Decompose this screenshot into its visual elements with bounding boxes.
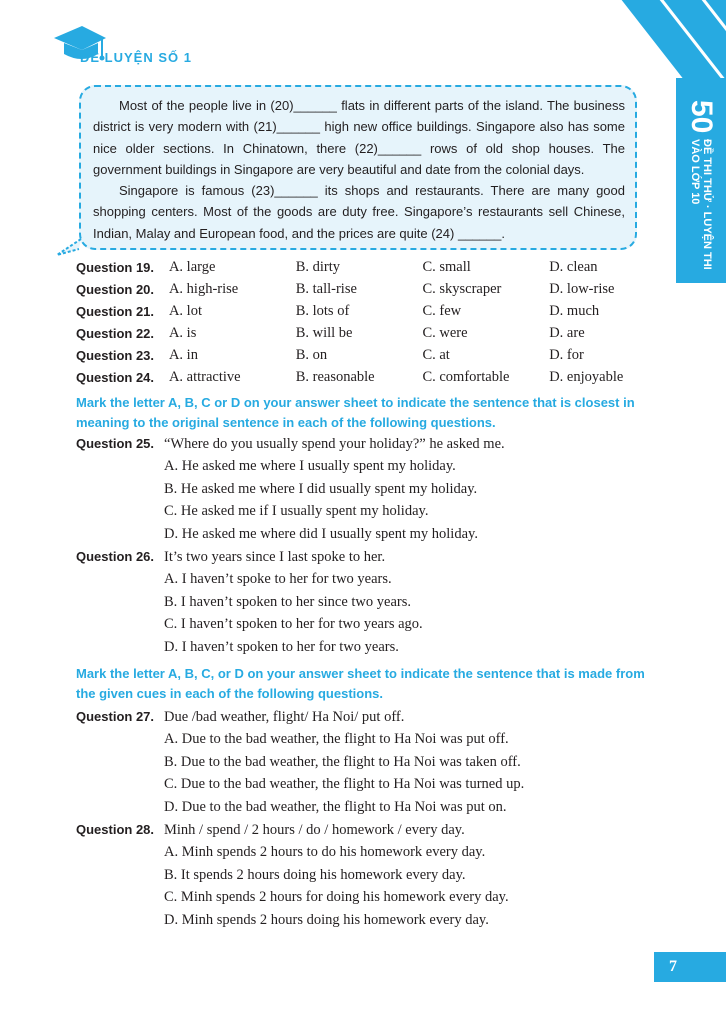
option-b: B. dirty — [295, 258, 341, 275]
option-d: D. Minh spends 2 hours doing his homework every day. — [164, 911, 489, 928]
passage-paragraph: Most of the people live in (20)______ flats in different parts of the island. The business district is very modern with (21)______ high new office buildings. Singapore also has some nice older sections. In Chinatown, there (22)______ rows of old shop houses. The government buildings in Singapore are very beautiful and date from the colonial days. — [93, 98, 625, 177]
option-a: A. I haven’t spoke to her for two years. — [164, 571, 392, 587]
option-b: B. I haven’t spoken to her since two years. — [164, 593, 411, 610]
option-d: D. clean — [549, 258, 598, 275]
option-c: C. small — [422, 258, 471, 275]
option-c: C. at — [422, 346, 450, 363]
question-stem: Minh / spend / 2 hours / do / homework / every day. — [164, 822, 465, 838]
option-c: C. comfortable — [422, 368, 510, 385]
question-row — [76, 322, 676, 344]
multiple-choice-table — [76, 256, 676, 388]
option-a: A. lot — [168, 302, 202, 319]
question-label: Question 24. — [76, 369, 155, 385]
option-d: D. much — [549, 302, 600, 319]
option-d: D. are — [549, 324, 585, 341]
option-a: A. Minh spends 2 hours to do his homework every day. — [164, 844, 486, 860]
question-label: Question 23. — [76, 347, 155, 363]
reading-passage — [79, 85, 637, 250]
option-b: B. reasonable — [295, 368, 375, 385]
question-label: Question 25. — [76, 436, 155, 451]
question-label: Question 26. — [76, 549, 155, 564]
speech-bubble-tail — [55, 237, 83, 257]
question-25 — [76, 433, 656, 545]
option-a: A. attractive — [168, 368, 241, 385]
option-c: C. skyscraper — [422, 280, 502, 297]
option-b: B. tall-rise — [295, 280, 357, 297]
option-c: C. I haven’t spoken to her for two years ago. — [164, 616, 423, 633]
option-a: A. He asked me where I usually spent my holiday. — [164, 458, 456, 474]
question-label: Question 22. — [76, 325, 155, 341]
option-d: D. enjoyable — [549, 368, 624, 385]
question-row — [76, 366, 676, 388]
option-d: D. I haven’t spoken to her for two years. — [164, 638, 399, 655]
question-27 — [76, 706, 656, 818]
page-number: 7 — [654, 952, 726, 982]
question-row — [76, 256, 676, 278]
option-a: A. high-rise — [168, 280, 239, 297]
option-d: D. Due to the bad weather, the flight to Ha Noi was put on. — [164, 798, 507, 815]
option-b: B. It spends 2 hours doing his homework every day. — [164, 866, 466, 883]
option-b: B. He asked me where I did usually spent my holiday. — [164, 480, 478, 497]
question-stem: Due /bad weather, flight/ Ha Noi/ put off. — [164, 709, 405, 725]
question-label: Question 27. — [76, 709, 155, 724]
side-small-text: ĐỀ THI THỬ · LUYỆN THI VÀO LỚP 10 — [689, 139, 714, 271]
question-stem: It’s two years since I last spoke to her. — [164, 549, 386, 565]
question-26 — [76, 546, 656, 658]
option-a: A. Due to the bad weather, the flight to Ha Noi was put off. — [164, 731, 509, 747]
option-d: D. He asked me where did I usually spent my holiday. — [164, 525, 478, 542]
passage-paragraph: Singapore is famous (23)______ its shops and restaurants. There are many good shopping centers. Most of the goods are duty free. Singapore’s restaurants sell Chinese, Indian, Malay and European food, and the prices are quite (24) ______. — [93, 183, 625, 241]
question-stem: “Where do you usually spend your holiday?” he asked me. — [164, 436, 505, 452]
section-instruction: Mark the letter A, B, C or D on your answer sheet to indicate the sentence that is closest in meaning to the original sentence in each of the following questions. — [76, 395, 635, 430]
option-c: C. Due to the bad weather, the flight to Ha Noi was turned up. — [164, 776, 525, 793]
question-label: Question 21. — [76, 303, 155, 319]
question-row — [76, 300, 676, 322]
option-b: B. Due to the bad weather, the flight to Ha Noi was taken off. — [164, 753, 521, 770]
option-a: A. in — [168, 346, 198, 363]
question-label: Question 19. — [76, 259, 155, 275]
option-b: B. will be — [295, 324, 353, 341]
option-b: B. lots of — [295, 302, 350, 319]
question-28 — [76, 819, 656, 931]
option-c: C. Minh spends 2 hours for doing his homework every day. — [164, 889, 509, 906]
option-c: C. He asked me if I usually spent my holiday. — [164, 503, 429, 520]
option-c: C. were — [422, 324, 468, 341]
side-series-label — [678, 100, 724, 280]
option-c: C. few — [422, 302, 462, 319]
question-label: Question 20. — [76, 281, 155, 297]
option-b: B. on — [295, 346, 328, 363]
section-instruction: Mark the letter A, B, C, or D on your answer sheet to indicate the sentence that is made from the given cues in each of the following questions. — [76, 666, 645, 701]
option-a: A. large — [168, 258, 216, 275]
option-a: A. is — [168, 324, 197, 341]
question-label: Question 28. — [76, 822, 155, 837]
page-title: ĐỀ LUYỆN SỐ 1 — [80, 50, 192, 65]
option-d: D. low-rise — [549, 280, 615, 297]
side-big-number: 50 — [685, 100, 718, 134]
question-row — [76, 344, 676, 366]
question-row — [76, 278, 676, 300]
option-d: D. for — [549, 346, 584, 363]
